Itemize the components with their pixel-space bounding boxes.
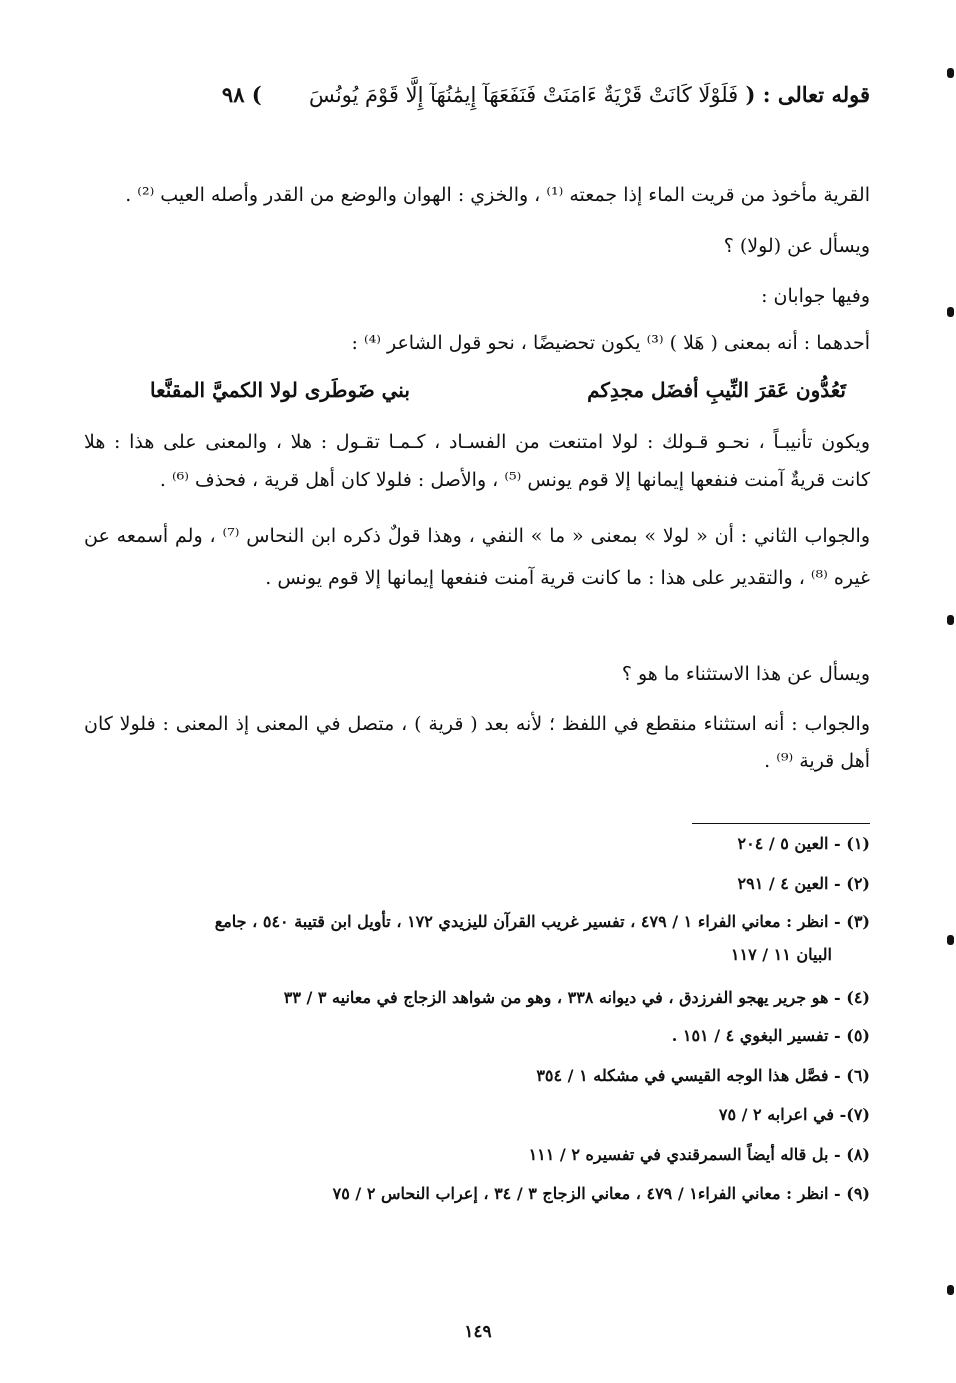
- poem-second-hemistich: بني ضَوطَرى لولا الكميَّ المقنَّعا: [150, 378, 410, 402]
- footnote-9: (٩) - انظر : معاني الفراء١ / ٤٧٩ ، معاني الزجاج ٣ / ٣٤ ، إعراب النحاس ٢ / ٧٥: [332, 1184, 870, 1203]
- footnote-3: (٣) - انظر : معاني الفراء ١ / ٤٧٩ ، تفسير غريب القرآن لليزيدي ١٧٢ ، تأويل ابن قتيبة ٥٤٠ ، جامع: [214, 912, 870, 931]
- footnote-separator: [692, 823, 870, 824]
- footnote-8: (٨) - بل قاله أيضاً السمرقندي في تفسيره ٢ / ١١١: [528, 1145, 870, 1164]
- poem-verse: [150, 378, 846, 402]
- binding-hole-mark: [947, 68, 954, 78]
- footnote-4: (٤) - هو جرير يهجو الفرزدق ، في ديوانه ٣٣٨ ، وهو من شواهد الزجاج في معانيه ٣ / ٣٣: [283, 988, 870, 1007]
- footnote-6: (٦) - فصَّل هذا الوجه القيسي في مشكله ١ / ٣٥٤: [536, 1066, 870, 1085]
- verse-heading: [190, 82, 870, 107]
- heading-label: قوله تعالى : (: [745, 82, 870, 107]
- body-line-2: ويسأل عن (لولا) ؟: [723, 235, 870, 257]
- body-line-4: أحدهما : أنه بمعنى ( هَلا ) ⁽³⁾ يكون تحضيضًا ، نحو قول الشاعر ⁽⁴⁾ :: [351, 332, 870, 354]
- footnote-1: (١) - العين ٥ / ٢٠٤: [737, 834, 870, 853]
- footnote-3-continued: البيان ١١ / ١١٧: [730, 945, 832, 964]
- body-line-7: والجواب الثاني : أن « لولا » بمعنى « ما » النفي ، وهذا قولٌ ذكره ابن النحاس ⁽⁷⁾ ، ولم أسمعه عن: [84, 525, 870, 547]
- body-line-9: ويسأل عن هذا الاستثناء ما هو ؟: [621, 663, 870, 685]
- body-line-1: القرية مأخوذ من قريت الماء إذا جمعته ⁽¹⁾ ، والخزي : الهوان والوضع من القدر وأصله العيب ⁽²⁾ .: [125, 184, 870, 206]
- footnote-5: (٥) - تفسير البغوي ٤ / ١٥١ .: [671, 1026, 870, 1045]
- binding-hole-mark: [947, 935, 954, 945]
- binding-hole-mark: [947, 307, 954, 317]
- footnote-2: (٢) - العين ٤ / ٢٩١: [737, 874, 870, 893]
- quran-verse: فَلَوْلَا كَانَتْ قَرْيَةٌ ءَامَنَتْ فَنَفَعَهَآ إِيمَٰنُهَآ إِلَّا قَوْمَ يُونُسَ: [309, 83, 739, 107]
- body-line-3: وفيها جوابان :: [761, 285, 870, 307]
- binding-hole-mark: [947, 1285, 954, 1295]
- verse-number: ) ٩٨: [221, 82, 262, 107]
- body-line-8: غيره ⁽⁸⁾ ، والتقدير على هذا : ما كانت قرية آمنت فنفعها إيمانها إلا قوم يونس .: [265, 567, 870, 589]
- footnote-7: (٧)- في اعرابه ٢ / ٧٥: [718, 1105, 870, 1124]
- body-line-11: أهل قرية ⁽⁹⁾ .: [764, 750, 870, 772]
- body-line-10: والجواب : أنه استثناء منقطع في اللفظ ؛ لأنه بعد ( قرية ) ، متصل في المعنى إذ المعنى : فلولا كان: [84, 713, 870, 735]
- body-line-5: ويكون تأنيبـاً ، نحـو قـولك : لولا امتنعت من الفسـاد ، كـمـا تقـول : هلا ، والمعنى على هذا : هلا: [84, 431, 870, 453]
- body-line-6: كانت قريةٌ آمنت فنفعها إيمانها إلا قوم يونس ⁽⁵⁾ ، والأصل : فلولا كان أهل قرية ، فحذف ⁽⁶⁾ .: [159, 469, 870, 491]
- poem-first-hemistich: تَعُدُّون عَقرَ النِّيبِ أفضَل مجدِكم: [587, 378, 846, 402]
- binding-hole-mark: [947, 615, 954, 625]
- page-number: ١٤٩: [464, 1322, 492, 1342]
